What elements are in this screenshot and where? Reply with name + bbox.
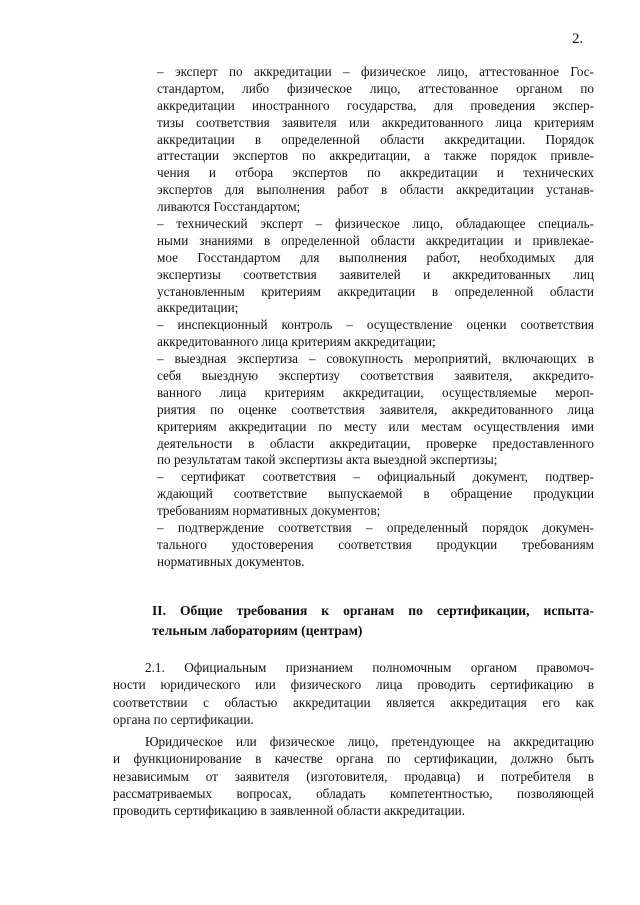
paragraph-independence (113, 733, 594, 819)
paragraph-2-1 (113, 659, 594, 728)
definition-line: стандартом, либо физическое лицо, аттестованное органом по (157, 80, 594, 96)
definition-line: критериям аккредитации по месту или местам осуществления ими (157, 418, 594, 434)
paragraph-line: рассматриваемых вопросах, обладать компетентностью, позволяющей (113, 785, 594, 801)
definition-line: – выездная экспертиза – совокупность мероприятий, включающих в (157, 351, 594, 367)
paragraph-line: соответствии с областью аккредитации является аккредитация его как (113, 694, 594, 710)
definition-line: установленным критериям аккредитации в определенной области (157, 283, 594, 299)
definition-line: тального удостоверения соответствия продукции требованиям (157, 536, 594, 552)
definition-line: ливаются Госстандартом; (157, 199, 301, 215)
definition-line: – инспекционный контроль – осуществление оценки соответствия (157, 317, 594, 333)
paragraph-line: органа по сертификации. (113, 711, 254, 727)
definition-line: риятия по оценке соответствия заявителя, аккредитованного лица (157, 401, 594, 417)
definition-line: требованиям нормативных документов; (157, 503, 381, 519)
definition-line: нормативных документов. (157, 553, 305, 569)
definition-line: мое Госстандартом для выполнения работ, необходимых для (157, 249, 594, 265)
definition-line: деятельности в области аккредитации, проверке предоставленного (157, 435, 594, 451)
definition-line: экспертов для выполнения работ в области аккредитации устанав- (157, 182, 594, 198)
definition-line: аккредитации в определенной области аккредитации. Порядок (157, 131, 594, 147)
definition-line: аттестации экспертов по аккредитации, а также порядок привле- (157, 148, 594, 164)
heading-line: II. Общие требования к органам по сертификации, испыта- (152, 603, 594, 618)
paragraph-line: 2.1. Официальным признанием полномочным органом правомоч- (145, 660, 594, 675)
definitions-list (157, 64, 594, 571)
definition-line: по результатам такой экспертизы акта выездной экспертизы; (157, 452, 498, 468)
page-number: 2. (572, 31, 584, 47)
definition-line: – подтверждение соответствия – определенный порядок докумен- (157, 520, 594, 536)
definition-line: аккредитации иностранного государства, для проведения экспер- (157, 97, 594, 113)
definition-line: – технический эксперт – физическое лицо, обладающее специаль- (157, 216, 594, 232)
definition-line: экспертизы соответствия заявителей и аккредитованных лиц (157, 266, 594, 282)
paragraph-line: ности юридического или физического лица проводить сертификацию в (113, 677, 594, 693)
definition-line: – эксперт по аккредитации – физическое лицо, аттестованное Гос- (157, 64, 594, 79)
definition-line: тизы соответствия заявителя или аккредитованного лица критериям (157, 114, 594, 130)
definition-line: себя выездную экспертизу соответствия заявителя, аккредито- (157, 368, 594, 384)
heading-line: тельным лабораториям (центрам) (152, 623, 363, 638)
definition-line: ными знаниями в определенной области аккредитации и привлекае- (157, 232, 594, 248)
definition-line: – сертификат соответствия – официальный документ, подтвер- (157, 469, 594, 485)
definition-line: ванного лица критериям аккредитации, осуществляемые мероп- (157, 384, 594, 400)
section-heading (152, 601, 594, 641)
paragraph-line: проводить сертификацию в заявленной области аккредитации. (113, 803, 466, 819)
definition-line: чения и отбора экспертов по аккредитации и технических (157, 165, 594, 181)
paragraph-line: и функционирование в качестве органа по сертификации, должно быть (113, 751, 594, 767)
paragraph-line: Юридическое или физическое лицо, претендующее на аккредитацию (145, 734, 594, 749)
definition-line: ждающий соответствие выпускаемой в обращение продукции (157, 486, 594, 502)
definition-line: аккредитации; (157, 300, 239, 316)
definition-line: аккредитованного лица критериям аккредитации; (157, 334, 436, 350)
paragraph-line: независимым от заявителя (изготовителя, продавца) и потребителя в (113, 768, 594, 784)
